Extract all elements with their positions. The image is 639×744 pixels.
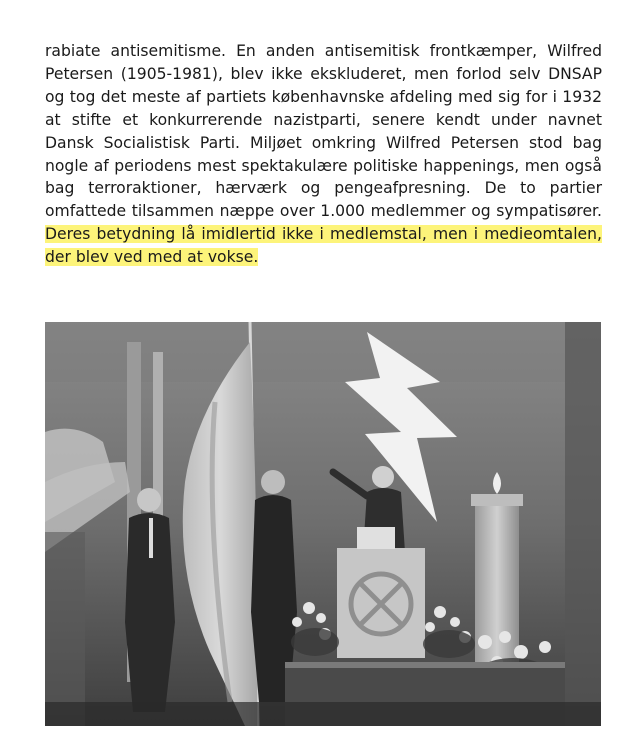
person-centre-head <box>261 470 285 494</box>
highlighted-text: Deres betydning lå imidlertid ikke i medlemstal, men i medieomtalen, der blev ved med at vokse. <box>45 225 602 267</box>
body-paragraph <box>45 40 602 269</box>
paragraph-text: rabiate antisemitisme. En anden antisemitisk frontkæmper, Wilfred Petersen (1905-1981), blev ikke ekskluderet, men forlod selv DNSAP og tog det meste af partiets københavnske afdeling med sig for i 1932 at stifte et konkurrerende nazistparti, senere kendt under navnet Dansk Socialistisk Parti. Miljøet omkring Wilfred Petersen stod bag nogle af periodens mest spektakulære politiske happenings, men også bag terroraktioner, hærværk og pengeafpresning. De to partier omfattede tilsammen næppe over 1.000 medlemmer og sympatisører. <box>45 42 602 221</box>
speaker-head <box>372 466 394 488</box>
person-left-head <box>137 488 161 512</box>
photo-illustration <box>45 322 601 726</box>
historical-photo <box>45 322 601 726</box>
